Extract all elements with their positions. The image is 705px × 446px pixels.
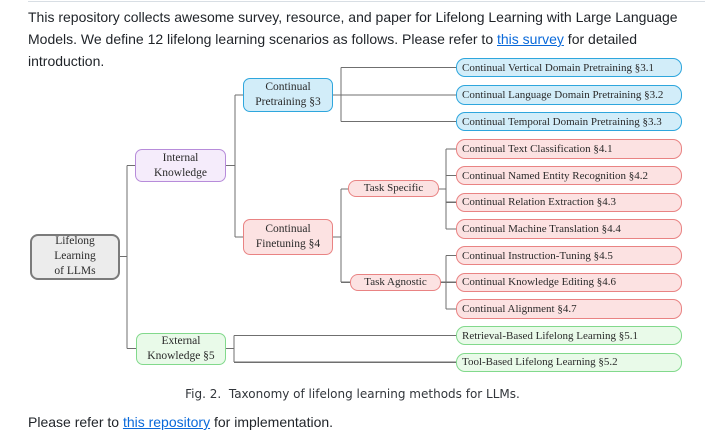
footer-text-before: Please refer to — [28, 414, 123, 430]
node-continual-pretraining — [243, 78, 333, 112]
node-line: Knowledge — [153, 166, 207, 179]
leaf-tool-based-lifelong-learning: Tool-Based Lifelong Learning §5.2 — [456, 353, 682, 373]
footer-paragraph — [28, 411, 678, 433]
survey-link[interactable]: this survey — [497, 31, 564, 47]
node-line: Task Specific — [363, 182, 424, 195]
leaf-continual-text-classification: Continual Text Classification §4.1 — [456, 139, 682, 159]
node-line: Learning — [54, 250, 96, 262]
node-line: Internal — [162, 151, 199, 164]
leaf-continual-machine-translation: Continual Machine Translation §4.4 — [456, 219, 682, 239]
node-task-specific — [348, 180, 439, 197]
leaf-continual-alignment: Continual Alignment §4.7 — [456, 299, 682, 319]
leaf-continual-language-domain-pretraining: Continual Language Domain Pretraining §3.2 — [456, 85, 682, 105]
leaf-continual-knowledge-editing: Continual Knowledge Editing §4.6 — [456, 273, 682, 293]
node-internal-knowledge — [135, 149, 226, 182]
intro-text-after: for detailed introduction. — [28, 31, 638, 69]
node-line: of LLMs — [54, 265, 96, 277]
node-line: Lifelong — [55, 235, 95, 247]
node-line: Pretraining §3 — [255, 96, 321, 108]
node-line: External — [161, 334, 201, 347]
leaf-continual-relation-extraction: Continual Relation Extraction §4.3 — [456, 193, 682, 213]
leaf-continual-named-entity-recognition: Continual Named Entity Recognition §4.2 — [456, 166, 682, 186]
node-task-agnostic — [350, 274, 441, 291]
node-continual-finetuning — [243, 219, 333, 255]
figure-caption: Fig. 2. Taxonomy of lifelong learning methods for LLMs. — [185, 387, 520, 401]
node-line: Finetuning §4 — [255, 238, 321, 250]
leaf-continual-vertical-domain-pretraining: Continual Vertical Domain Pretraining §3.1 — [456, 58, 682, 78]
node-line: Task Agnostic — [364, 275, 427, 288]
node-root-lifelong-learning-of-llms — [30, 234, 120, 280]
repository-link[interactable]: this repository — [122, 414, 211, 430]
node-line: Continual — [265, 223, 311, 235]
leaf-retrieval-based-lifelong-learning: Retrieval-Based Lifelong Learning §5.1 — [456, 326, 682, 346]
leaf-continual-temporal-domain-pretraining: Continual Temporal Domain Pretraining §3.3 — [456, 112, 682, 132]
node-line: Knowledge §5 — [147, 349, 215, 362]
footer-text-after: for implementation. — [210, 414, 334, 430]
node-external-knowledge — [136, 333, 226, 365]
intro-text-before: This repository collects awesome survey, resource, and paper for Lifelong Learning with Large Language Models. We define 12 lifelong learning scenarios as follows. Please refer to — [28, 9, 678, 47]
leaf-continual-instruction-tuning: Continual Instruction-Tuning §4.5 — [456, 246, 682, 266]
node-line: Continual — [265, 81, 311, 93]
